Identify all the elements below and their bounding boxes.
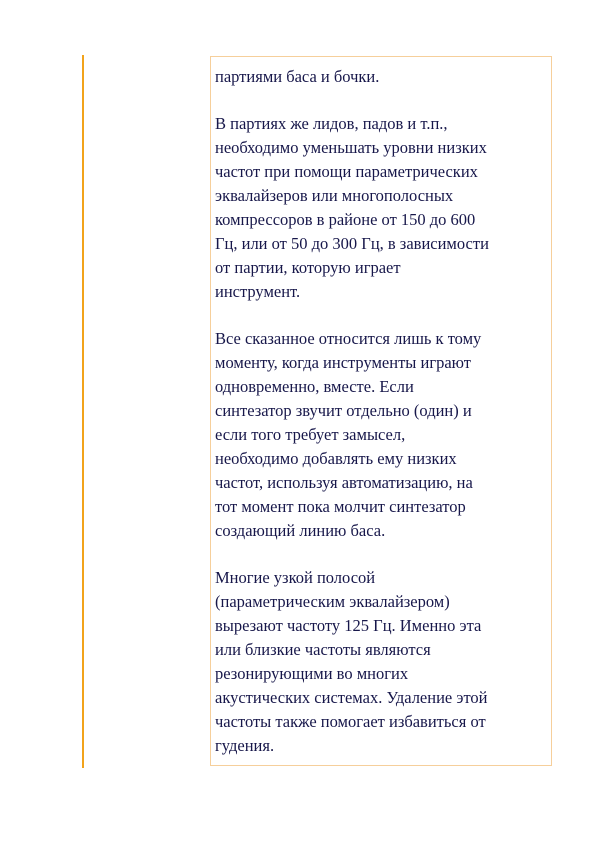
paragraph-synth-automation: Все сказанное относится лишь к тому моменту, когда инструменты играют одновременно, вместе. Если синтезатор звучит отдельно (один) и если того требует замысел, необходимо добавлять ему низких частот, используя автоматизацию, на тот момент пока молчит синтезатор создающий линию баса. <box>215 329 482 540</box>
paragraph-bass-and-kick: партиями баса и бочки. <box>215 67 380 86</box>
margin-rule <box>82 55 84 768</box>
paragraph-lead-pad-eq: В партиях же лидов, падов и т.п., необходимо уменьшать уровни низких частот при помощи параметрических эквалайзеров или многополосных компрессоров в районе от 150 до 600 Гц, или от 50 до 300 Гц, в зависимости от партии, которую играет инструмент. <box>215 114 489 301</box>
paragraph-125hz-notch: Многие узкой полосой (параметрическим эквалайзером) вырезают частоту 125 Гц. Именно эта или близкие частоты являются резонирующими во многих акустических системах. Удаление этой частоты также помогает избавиться от гудения. <box>215 568 488 755</box>
text-column <box>210 56 552 766</box>
